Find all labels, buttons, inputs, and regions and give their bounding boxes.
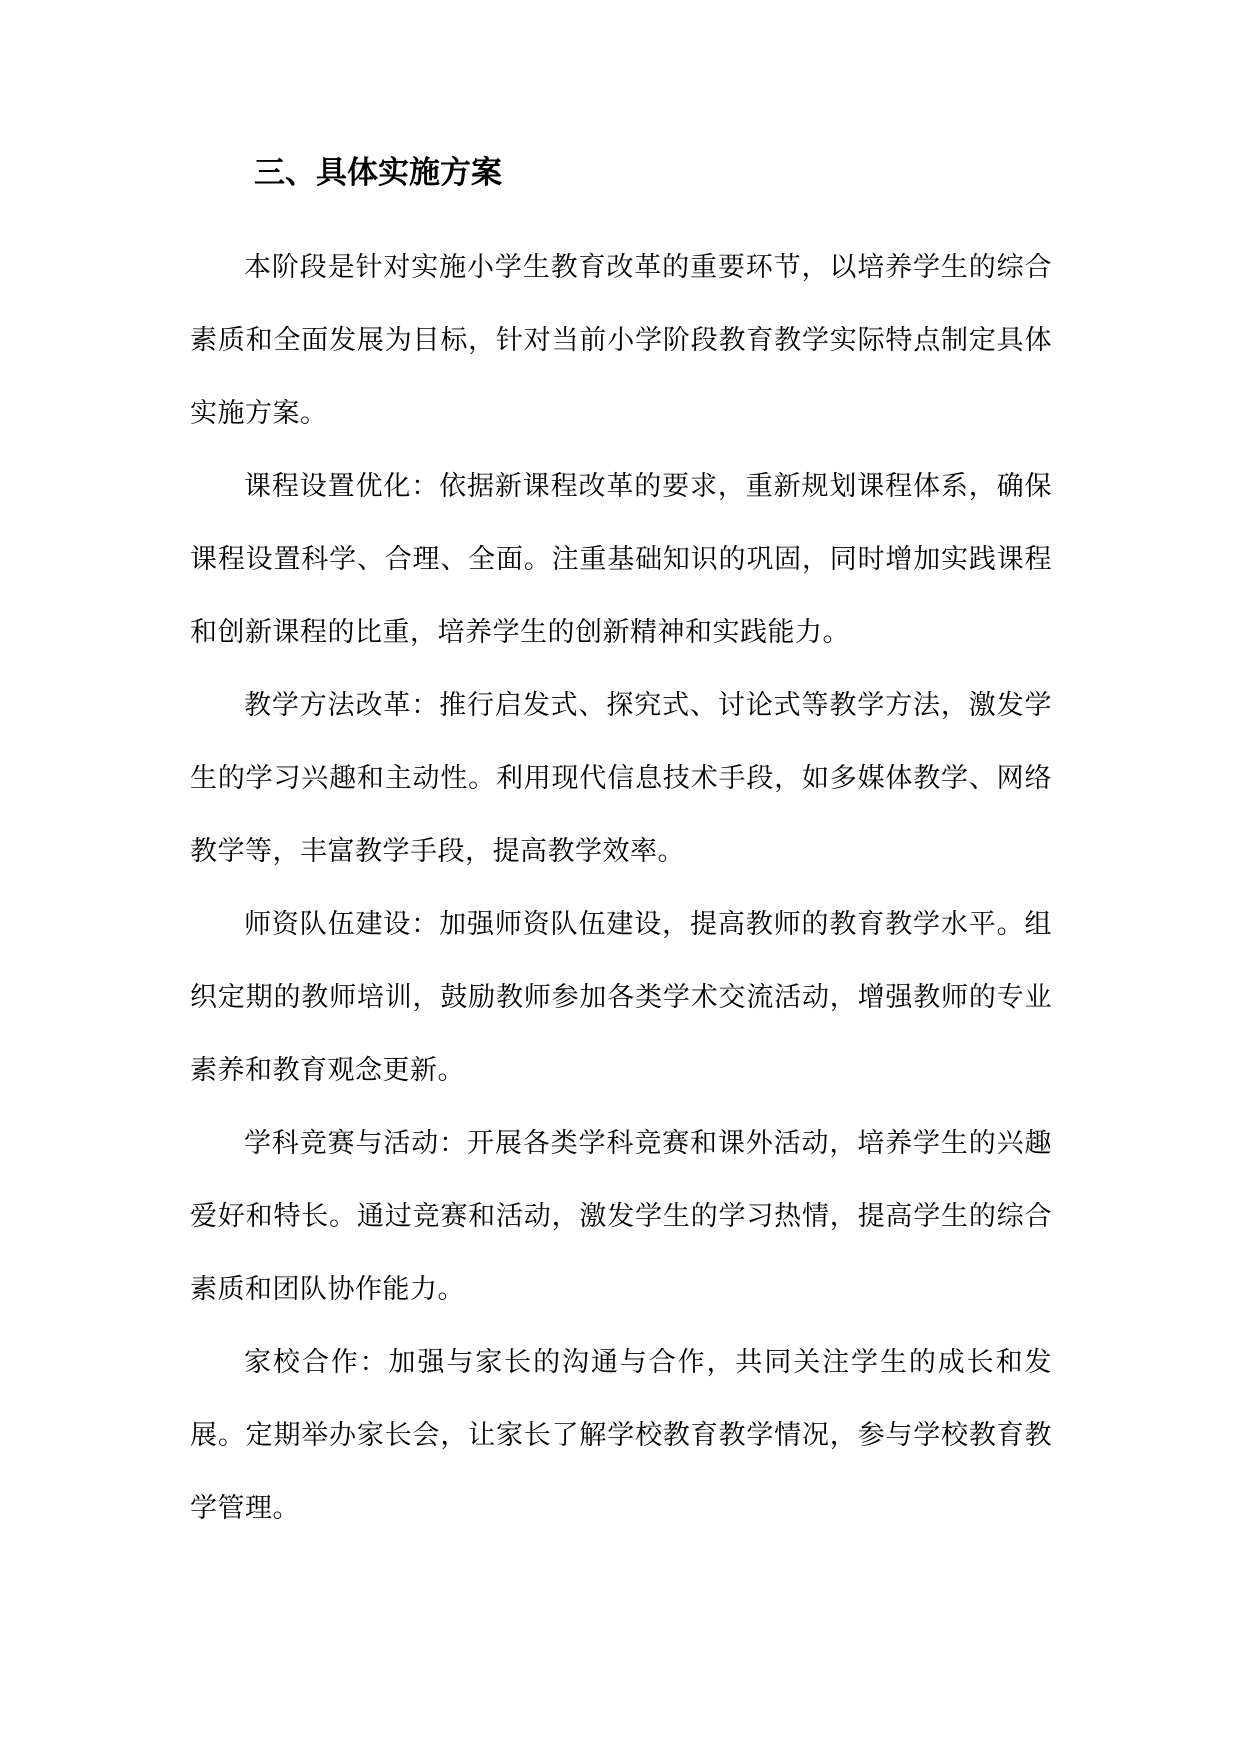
paragraph-home-school: 家校合作：加强与家长的沟通与合作，共同关注学生的成长和发展。定期举办家长会，让家长了解学校教育教学情况，参与学校教育教学管理。 — [190, 1347, 1052, 1524]
document-body — [190, 231, 1052, 1545]
section-heading: 三、具体实施方案 — [254, 155, 502, 191]
paragraph-intro: 本阶段是针对实施小学生教育改革的重要环节，以培养学生的综合素质和全面发展为目标，针对当前小学阶段教育教学实际特点制定具体实施方案。 — [190, 252, 1052, 429]
paragraph-competitions: 学科竞赛与活动：开展各类学科竞赛和课外活动，培养学生的兴趣爱好和特长。通过竞赛和活动，激发学生的学习热情，提高学生的综合素质和团队协作能力。 — [190, 1128, 1052, 1305]
paragraph-teaching-methods: 教学方法改革：推行启发式、探究式、讨论式等教学方法，激发学生的学习兴趣和主动性。利用现代信息技术手段，如多媒体教学、网络教学等，丰富教学手段，提高教学效率。 — [190, 690, 1052, 867]
paragraph-teacher-development: 师资队伍建设：加强师资队伍建设，提高教师的教育教学水平。组织定期的教师培训，鼓励教师参加各类学术交流活动，增强教师的专业素养和教育观念更新。 — [190, 909, 1052, 1086]
paragraph-curriculum: 课程设置优化：依据新课程改革的要求，重新规划课程体系，确保课程设置科学、合理、全面。注重基础知识的巩固，同时增加实践课程和创新课程的比重，培养学生的创新精神和实践能力。 — [190, 471, 1052, 648]
